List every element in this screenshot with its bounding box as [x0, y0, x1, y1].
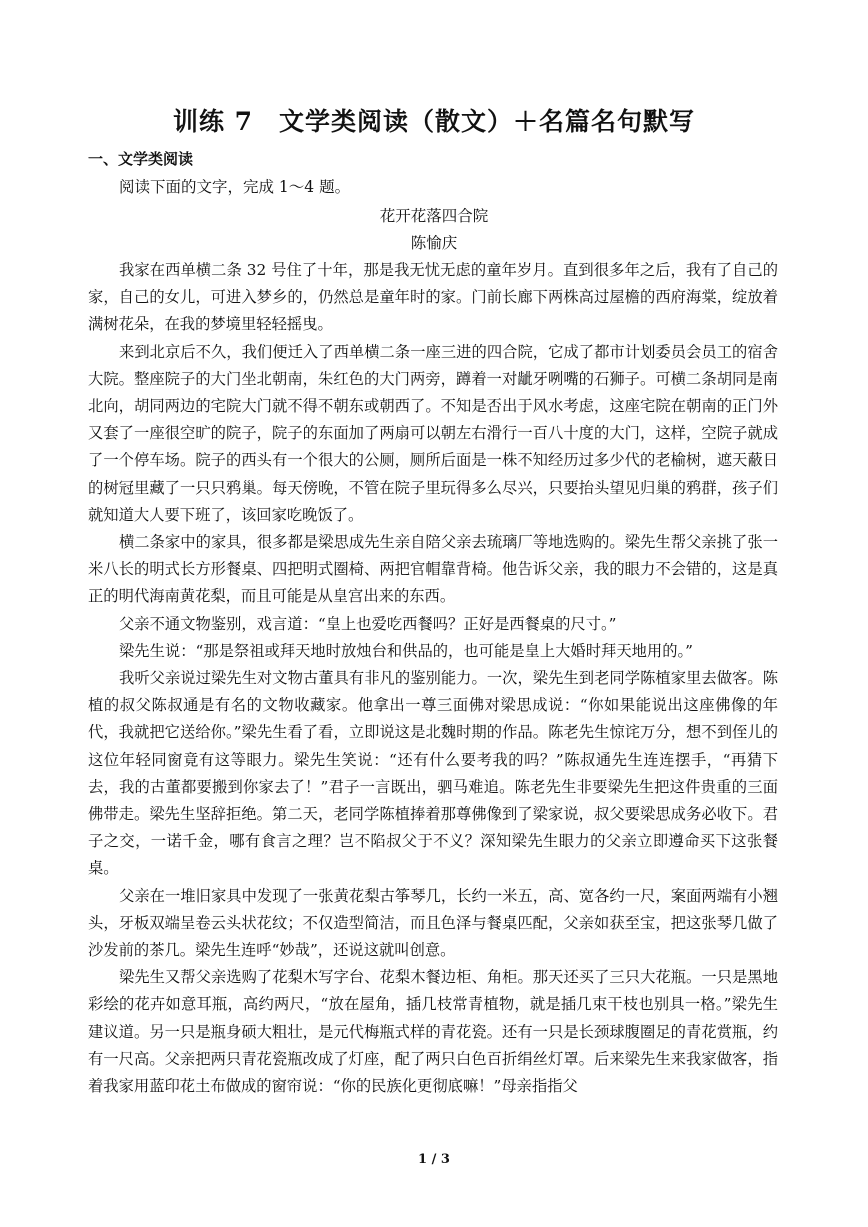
essay-body [88, 257, 778, 1100]
paragraph-7: 父亲在一堆旧家具中发现了一张黄花梨古筝琴几，长约一米五，高、宽各约一尺，案面两端有小翘头，牙板双端呈卷云头状花纹；不仅造型简洁，而且色泽与餐桌匹配，父亲如获至宝，把这张琴几做了沙发前的茶几。梁先生连呼“妙哉”，还说这就叫创意。 [88, 886, 778, 960]
page-number: 1 / 3 [418, 1152, 450, 1167]
paragraph-8: 梁先生又帮父亲选购了花梨木写字台、花梨木餐边柜、角柜。那天还买了三只大花瓶。一只是黑地彩绘的花卉如意耳瓶，高约两尺，“放在屋角，插几枝常青植物，就是插几束干枝也别具一格。”梁先生建议道。另一只是瓶身硕大粗壮，是元代梅瓶式样的青花瓷。还有一只是长颈球腹圈足的青花赏瓶，约有一尺高。父亲把两只青花瓷瓶改成了灯座，配了两只白色百折绢丝灯罩。后来梁先生来我家做客，指着我家用蓝印花土布做成的窗帘说：“你的民族化更彻底嘛！”母亲指指父 [88, 968, 778, 1096]
paragraph-4: 父亲不通文物鉴别，戏言道：“皇上也爱吃西餐吗？正好是西餐桌的尺寸。” [119, 614, 617, 633]
paragraph-3: 横二条家中的家具，很多都是梁思成先生亲自陪父亲去琉璃厂等地选购的。梁先生帮父亲挑了张一米八长的明式长方形餐桌、四把明式圈椅、两把官帽靠背椅。他告诉父亲，我的眼力不会错的，这是真正的明代海南黄花梨，而且可能是从皇宫出来的东西。 [88, 533, 778, 606]
essay-author: 陈愉庆 [410, 234, 458, 252]
paragraph-5: 梁先生说：“那是祭祖或拜天地时放烛台和供品的，也可能是皇上大婚时拜天地用的。” [119, 641, 693, 660]
paragraph-1: 我家在西单横二条 32 号住了十年，那是我无忧无虑的童年岁月。直到很多年之后，我有了自己的家，自己的女儿，可进入梦乡的，仍然总是童年时的家。门前长廊下两株高过屋檐的西府海棠，绽放着满树花朵，在我的梦境里轻轻摇曳。 [88, 261, 778, 334]
page-title: 训练 7 文学类阅读（散文）＋名篇名句默写 [172, 107, 696, 136]
paragraph-6: 我听父亲说过梁先生对文物古董具有非凡的鉴别能力。一次，梁先生到老同学陈植家里去做客。陈植的叔父陈叔通是有名的文物收藏家。他拿出一尊三面佛对梁思成说：“你如果能说出这座佛像的年代，我就把它送给你。”梁先生看了看，立即说这是北魏时期的作品。陈老先生惊诧万分，想不到侄儿的这位年轻同窗竟有这等眼力。梁先生笑说：“还有什么要考我的吗？”陈叔通先生连连摆手，“再猜下去，我的古董都要搬到你家去了！”君子一言既出，驷马难追。陈老先生非要梁先生把这件贵重的三面佛带走。梁先生坚辞拒绝。第二天，老同学陈植捧着那尊佛像到了梁家说，叔父要梁思成务必收下。君子之交，一诺千金，哪有食言之理？岂不陷叔父于不义？深知梁先生眼力的父亲立即遵命买下这张餐桌。 [88, 669, 778, 878]
essay-title: 花开花落四合院 [379, 207, 489, 225]
section-heading: 一、文学类阅读 [88, 150, 194, 168]
paragraph-2: 来到北京后不久，我们便迁入了西单横二条一座三进的四合院，它成了都市计划委员会员工的宿舍大院。整座院子的大门坐北朝南，朱红色的大门两旁，蹲着一对龇牙咧嘴的石狮子。可横二条胡同是南北向，胡同两边的宅院大门就不得不朝东或朝西了。不知是否出于风水考虑，这座宅院在朝南的正门外又套了一座很空旷的院子，院子的东面加了两扇可以朝左右滑行一百八十度的大门，这样，空院子就成了一个停车场。院子的西头有一个很大的公厕，厕所后面是一株不知经历过多少代的老榆树，遮天蔽日的树冠里藏了一只只鸦巢。每天傍晚，不管在院子里玩得多么尽兴，只要抬头望见归巢的鸦群，孩子们就知道大人要下班了，该回家吃晚饭了。 [88, 342, 778, 524]
instruction-text: 阅读下面的文字，完成 1～4 题。 [119, 178, 351, 196]
